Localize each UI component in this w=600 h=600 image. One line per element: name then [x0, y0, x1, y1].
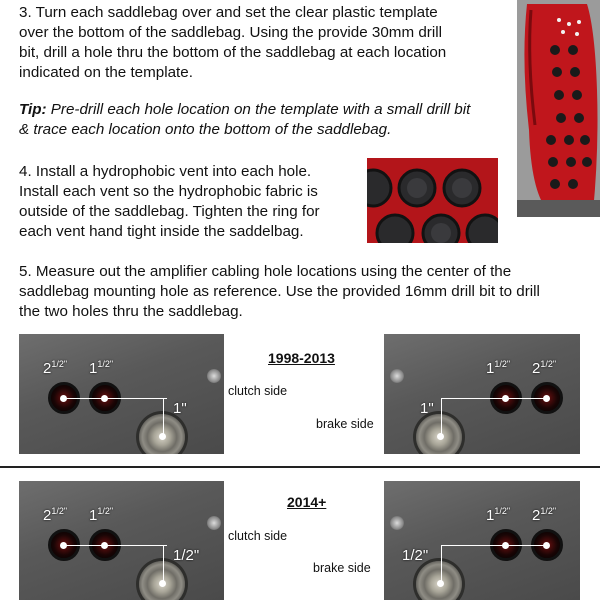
step4-line: each vent hand tight inside the saddelbag. [19, 223, 304, 240]
step3-line: over the bottom of the saddlebag. Using the provide 30mm drill [19, 24, 442, 41]
measurement-label: $2^{1/2"}$ [532, 359, 557, 377]
center-dot [60, 395, 67, 402]
brake-side-photo-2014-plus [384, 481, 580, 600]
step5-line: the two holes thru the saddlebag. [19, 303, 243, 320]
measurement-label: 1" [173, 400, 187, 417]
measure-line-vertical [163, 545, 164, 585]
measurement-label: $1^{1/2"}$ [486, 506, 511, 524]
year-label-2014-plus: 2014+ [287, 494, 327, 510]
measurement-label: $1^{1/2"}$ [89, 506, 114, 524]
step4-line: Install each vent so the hydrophobic fabric is [19, 183, 318, 200]
bolt-head [207, 516, 221, 530]
bolt-head [390, 369, 404, 383]
step3-line: 3. Turn each saddlebag over and set the clear plastic template [19, 4, 438, 21]
measurement-label: $1^{1/2"}$ [486, 359, 511, 377]
center-dot [502, 542, 509, 549]
template-illustration [517, 0, 600, 217]
measurement-label: 1/2" [173, 547, 200, 564]
step5-line: 5. Measure out the amplifier cabling hole locations using the center of the [19, 263, 512, 280]
tip-text [19, 100, 519, 140]
step4-line: outside of the saddlebag. Tighten the ring for [19, 203, 320, 220]
measurement-label: $2^{1/2"}$ [43, 506, 68, 524]
brake-side-photo-1998-2013 [384, 334, 580, 454]
tip-line: & trace each location onto the bottom of the saddlebag. [19, 121, 392, 138]
hydrophobic-vent-photo [367, 158, 498, 243]
step3-text [19, 3, 509, 83]
step5-line: saddlebag mounting hole as reference. Use the provided 16mm drill bit to drill [19, 283, 540, 300]
measurement-label: $2^{1/2"}$ [532, 506, 557, 524]
center-dot [437, 580, 444, 587]
bolt-head [207, 369, 221, 383]
measure-line-horizontal [63, 545, 167, 546]
step3-line: indicated on the template. [19, 64, 193, 81]
center-dot [543, 395, 550, 402]
measurement-label: 1" [420, 400, 434, 417]
bolt-head [390, 516, 404, 530]
step5-text [19, 262, 594, 322]
year-label-1998-2013: 1998-2013 [268, 350, 335, 366]
brake-side-label: brake side [316, 417, 374, 431]
measure-line-vertical [441, 398, 442, 438]
measure-line-horizontal [441, 398, 548, 399]
clutch-side-photo-1998-2013 [19, 334, 224, 454]
center-dot [159, 580, 166, 587]
center-dot [437, 433, 444, 440]
center-dot [159, 433, 166, 440]
measurement-label: 1/2" [402, 547, 429, 564]
center-dot [101, 395, 108, 402]
tip-label: Tip: [19, 101, 47, 118]
center-dot [502, 395, 509, 402]
vent-illustration [367, 158, 498, 243]
measure-line-vertical [441, 545, 442, 585]
measure-line-horizontal [63, 398, 167, 399]
clutch-side-photo-2014-plus [19, 481, 224, 600]
center-dot [543, 542, 550, 549]
center-dot [60, 542, 67, 549]
step4-text [19, 162, 364, 242]
measurement-label: $2^{1/2"}$ [43, 359, 68, 377]
measure-line-vertical [163, 398, 164, 438]
saddlebag-template-photo [517, 0, 600, 217]
measure-line-horizontal [441, 545, 548, 546]
clutch-side-label: clutch side [228, 529, 288, 543]
step4-line: 4. Install a hydrophobic vent into each hole. [19, 163, 312, 180]
measurement-label: $1^{1/2"}$ [89, 359, 114, 377]
center-dot [101, 542, 108, 549]
section-divider [0, 466, 600, 468]
tip-line: Pre-drill each hole location on the template with a small drill bit [46, 101, 471, 118]
clutch-side-label: clutch side [228, 384, 288, 398]
step3-line: bit, drill a hole thru the bottom of the saddlebag at each location [19, 44, 447, 61]
brake-side-label: brake side [313, 561, 371, 575]
